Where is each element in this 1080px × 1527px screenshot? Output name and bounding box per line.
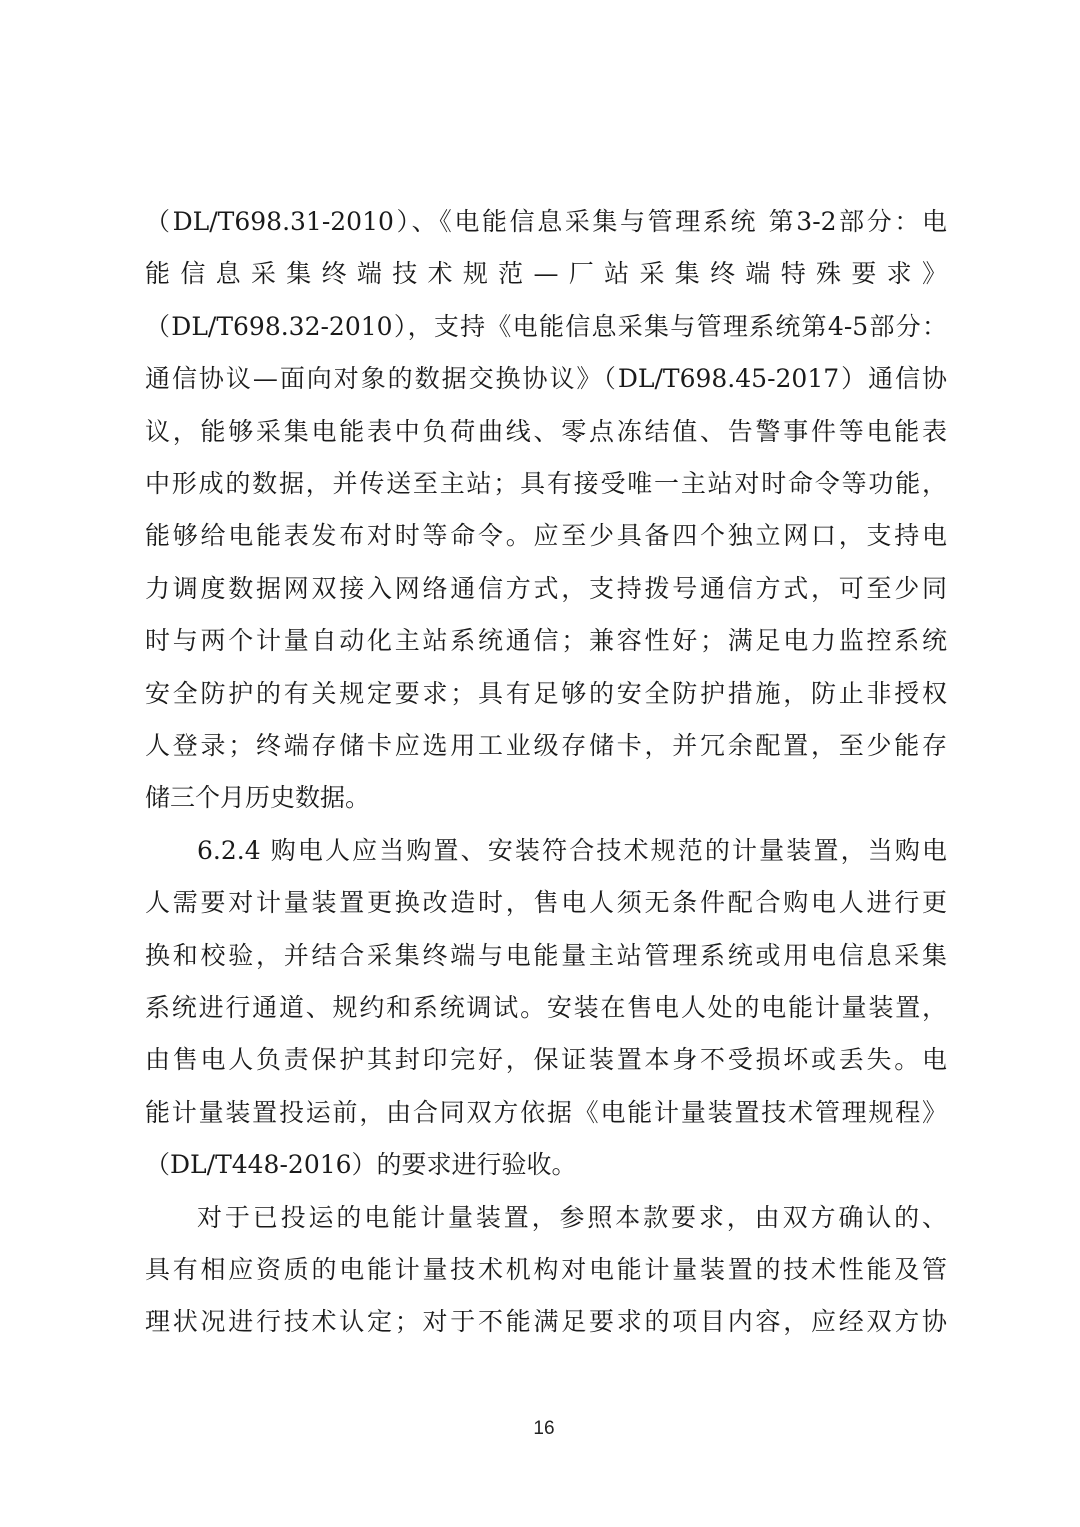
text-line: 能信息采集终端技术规范—厂站采集终端特殊要求》: [145, 259, 947, 289]
text-line: 由售电人负责保护其封印完好，保证装置本身不受损坏或丢失。电: [145, 1045, 947, 1075]
text-line: 具有相应资质的电能计量技术机构对电能计量装置的技术性能及管: [145, 1255, 947, 1284]
text-line: （DL/T698.31-2010）、《电能信息采集与管理系统 第3-2部分：电: [145, 207, 947, 236]
page-number: 16: [533, 1418, 555, 1439]
text-line: 安全防护的有关规定要求；具有足够的安全防护措施，防止非授权: [145, 678, 947, 708]
text-line: 系统进行通道、规约和系统调试。安装在售电人处的电能计量装置，: [145, 993, 947, 1022]
section-heading-line: 6.2.4 购电人应当购置、安装符合技术规范的计量装置，当购电: [197, 835, 947, 865]
text-line: （DL/T448-2016）的要求进行验收。: [145, 1150, 577, 1180]
text-line: 能够给电能表发布对时等命令。应至少具备四个独立网口，支持电: [145, 521, 947, 551]
text-line: 人登录；终端存储卡应选用工业级存储卡，并冗余配置，至少能存: [145, 731, 947, 760]
text-line: 中形成的数据，并传送至主站；具有接受唯一主站对时命令等功能，: [145, 469, 947, 498]
text-line: 理状况进行技术认定；对于不能满足要求的项目内容，应经双方协: [145, 1307, 947, 1337]
text-line: 换和校验，并结合采集终端与电能量主站管理系统或用电信息采集: [145, 940, 947, 970]
text-line: 时与两个计量自动化主站系统通信；兼容性好；满足电力监控系统: [145, 626, 947, 656]
text-line: 人需要对计量装置更换改造时，售电人须无条件配合购电人进行更: [145, 888, 947, 918]
text-line: 能计量装置投运前，由合同双方依据《电能计量装置技术管理规程》: [145, 1097, 947, 1127]
text-line: 通信协议—面向对象的数据交换协议》（DL/T698.45-2017）通信协: [145, 364, 947, 394]
text-line: 议，能够采集电能表中负荷曲线、零点冻结值、告警事件等电能表: [145, 416, 947, 446]
text-line: 储三个月历史数据。: [145, 783, 371, 813]
text-line: （DL/T698.32-2010），支持《电能信息采集与管理系统第4-5部分：: [145, 311, 947, 341]
text-line: 力调度数据网双接入网络通信方式，支持拨号通信方式，可至少同: [145, 573, 947, 603]
paragraph-start-line: 对于已投运的电能计量装置，参照本款要求，由双方确认的、: [197, 1202, 947, 1232]
